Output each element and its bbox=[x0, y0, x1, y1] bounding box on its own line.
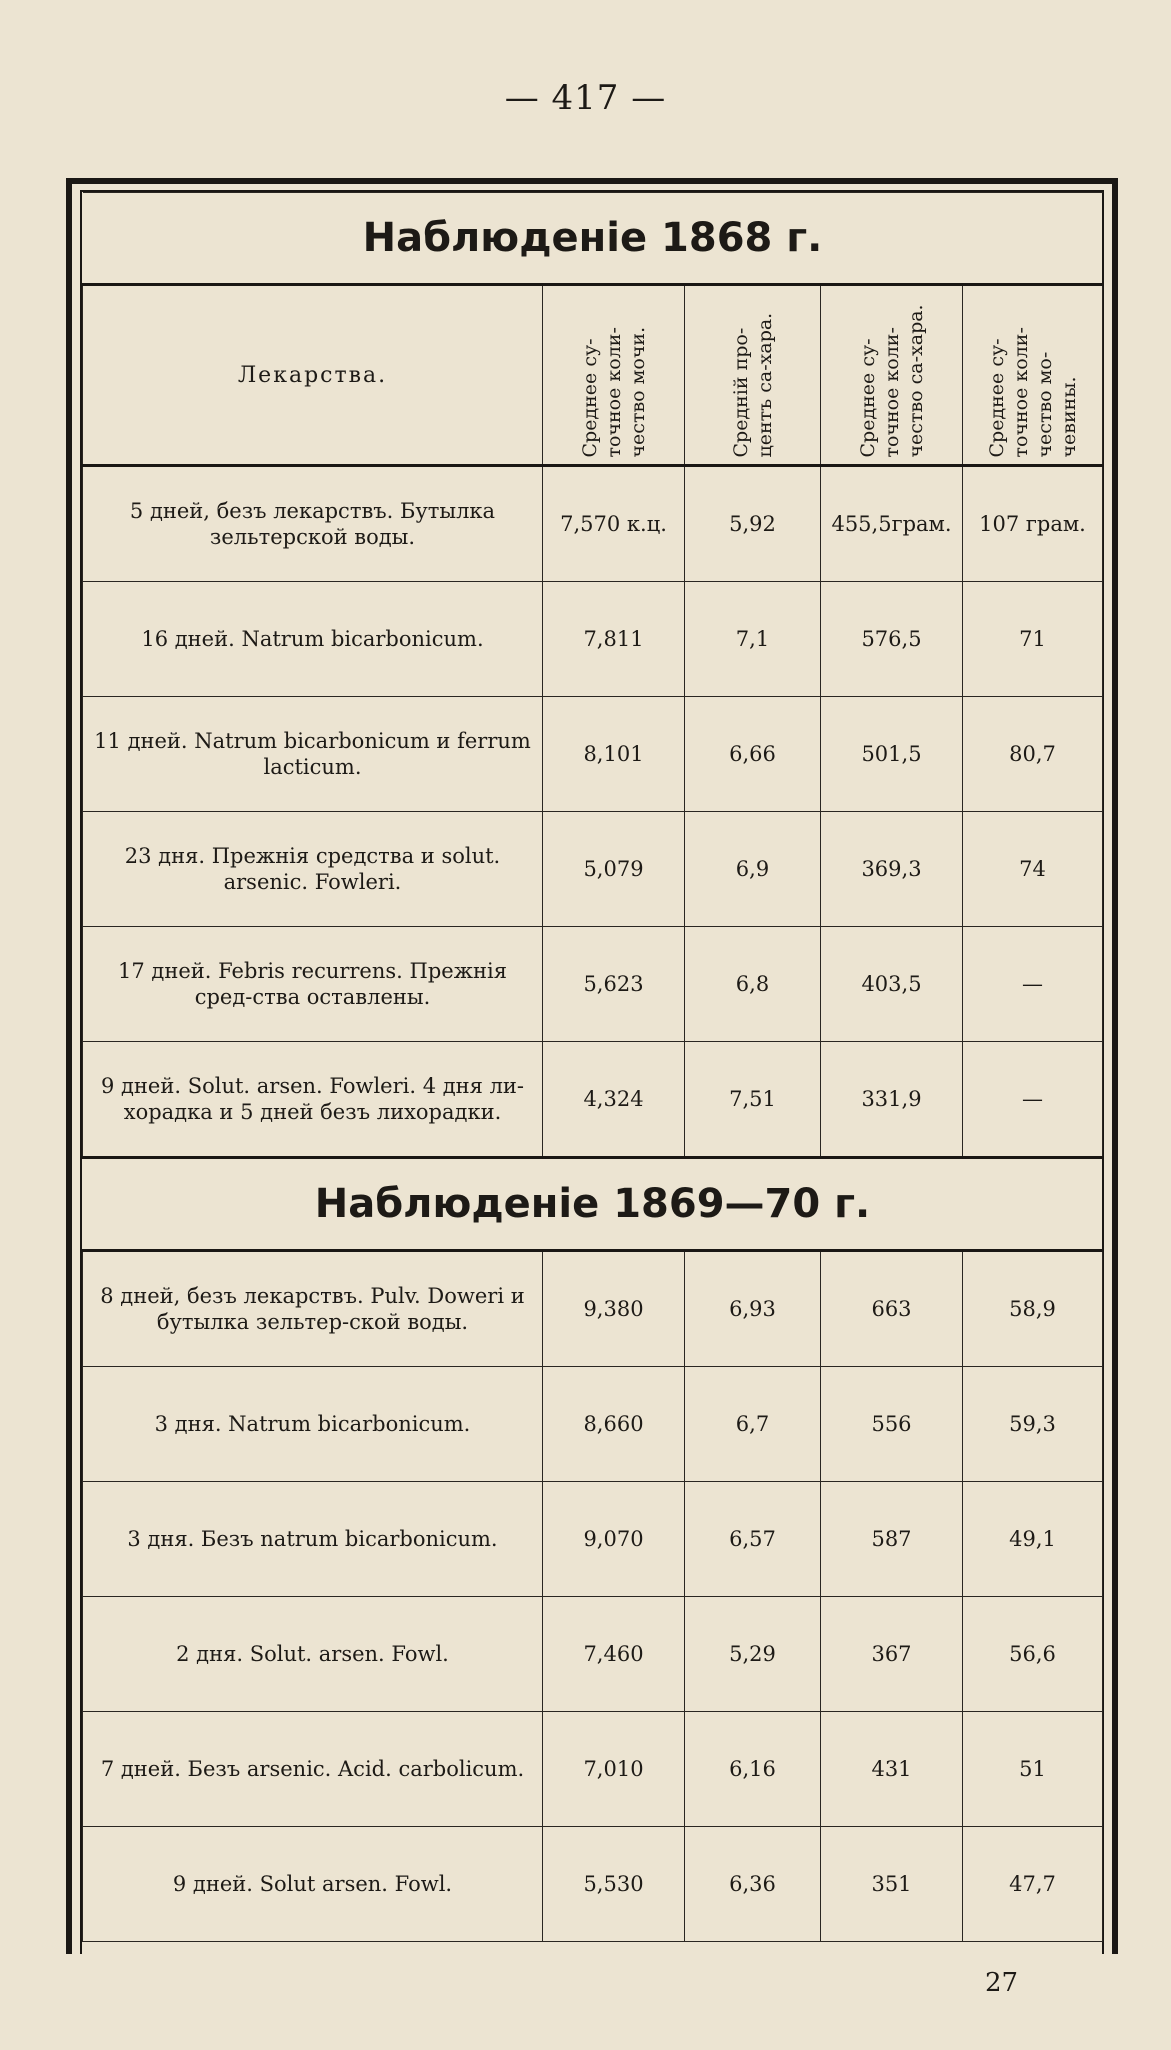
table-row bbox=[83, 1367, 1103, 1482]
urine-cell: 9,070 bbox=[543, 1482, 685, 1597]
urine-cell: 7,460 bbox=[543, 1597, 685, 1712]
header-urine bbox=[543, 285, 685, 466]
header-urine-label: Среднее су-точное коли-чество мочи. bbox=[578, 326, 649, 458]
drug-cell: 7 дней. Безъ arsenic. Acid. carbolicum. bbox=[83, 1712, 543, 1827]
urine-cell: 7,811 bbox=[543, 582, 685, 697]
drug-cell: 3 дня. Natrum bicarbonicum. bbox=[83, 1367, 543, 1482]
urea-cell: 47,7 bbox=[963, 1827, 1103, 1942]
drug-cell: 16 дней. Natrum bicarbonicum. bbox=[83, 582, 543, 697]
sugar-percent-cell: 6,66 bbox=[685, 697, 821, 812]
header-urea-label: Среднее су-точное коли-чество мо-чевины. bbox=[985, 327, 1080, 458]
table-row bbox=[83, 1597, 1103, 1712]
table-inner-frame bbox=[80, 190, 1104, 1954]
sugar-amount-cell: 367 bbox=[821, 1597, 963, 1712]
sugar-amount-cell: 351 bbox=[821, 1827, 963, 1942]
header-row bbox=[83, 285, 1103, 466]
drug-cell: 23 дня. Прежнiя средства и solut. arsenic. Fowleri. bbox=[83, 812, 543, 927]
sugar-percent-cell: 5,92 bbox=[685, 466, 821, 582]
urea-cell: 74 bbox=[963, 812, 1103, 927]
sugar-amount-cell: 431 bbox=[821, 1712, 963, 1827]
drug-cell: 17 дней. Febris recurrens. Прежнiя сред-ства оставлены. bbox=[83, 927, 543, 1042]
section1-title-row bbox=[83, 193, 1103, 285]
urine-cell: 5,079 bbox=[543, 812, 685, 927]
sugar-amount-cell: 501,5 bbox=[821, 697, 963, 812]
sugar-amount-cell: 663 bbox=[821, 1251, 963, 1367]
drug-cell: 11 дней. Natrum bicarbonicum и ferrum lacticum. bbox=[83, 697, 543, 812]
drug-cell: 9 дней. Solut. arsen. Fowleri. 4 дня ли-хорадка и 5 дней безъ лихорадки. bbox=[83, 1042, 543, 1158]
sugar-percent-cell: 6,57 bbox=[685, 1482, 821, 1597]
sugar-percent-cell: 7,51 bbox=[685, 1042, 821, 1158]
urine-cell: 9,380 bbox=[543, 1251, 685, 1367]
observation-table bbox=[82, 192, 1103, 1942]
table-row bbox=[83, 582, 1103, 697]
sugar-amount-cell: 331,9 bbox=[821, 1042, 963, 1158]
table-row bbox=[83, 1251, 1103, 1367]
section2-title-row bbox=[83, 1158, 1103, 1251]
urine-cell: 5,530 bbox=[543, 1827, 685, 1942]
table-frame bbox=[66, 178, 1118, 1954]
sugar-percent-cell: 6,9 bbox=[685, 812, 821, 927]
urea-cell: 107 грам. bbox=[963, 466, 1103, 582]
drug-cell: 2 дня. Solut. arsen. Fowl. bbox=[83, 1597, 543, 1712]
sugar-amount-cell: 455,5грам. bbox=[821, 466, 963, 582]
urine-cell: 7,010 bbox=[543, 1712, 685, 1827]
urine-cell: 5,623 bbox=[543, 927, 685, 1042]
header-sugar-percent bbox=[685, 285, 821, 466]
urea-cell: 56,6 bbox=[963, 1597, 1103, 1712]
table-row bbox=[83, 1042, 1103, 1158]
sugar-amount-cell: 576,5 bbox=[821, 582, 963, 697]
drug-cell: 8 дней, безъ лекарствъ. Pulv. Doweri и бутылка зельтер-ской воды. bbox=[83, 1251, 543, 1367]
urea-cell: — bbox=[963, 1042, 1103, 1158]
urea-cell: 58,9 bbox=[963, 1251, 1103, 1367]
urea-cell: 80,7 bbox=[963, 697, 1103, 812]
drug-cell: 9 дней. Solut arsen. Fowl. bbox=[83, 1827, 543, 1942]
sugar-amount-cell: 369,3 bbox=[821, 812, 963, 927]
urine-cell: 8,101 bbox=[543, 697, 685, 812]
section2-title: Наблюденiе 1869—70 г. bbox=[83, 1158, 1103, 1251]
sugar-percent-cell: 6,36 bbox=[685, 1827, 821, 1942]
urea-cell: 71 bbox=[963, 582, 1103, 697]
drug-cell: 3 дня. Безъ natrum bicarbonicum. bbox=[83, 1482, 543, 1597]
sugar-percent-cell: 7,1 bbox=[685, 582, 821, 697]
table-row bbox=[83, 1827, 1103, 1942]
page-number: — 417 — bbox=[504, 78, 667, 118]
sugar-amount-cell: 556 bbox=[821, 1367, 963, 1482]
urea-cell: — bbox=[963, 927, 1103, 1042]
urea-cell: 49,1 bbox=[963, 1482, 1103, 1597]
section1-title: Наблюденiе 1868 г. bbox=[83, 193, 1103, 285]
footer-number: 27 bbox=[985, 1968, 1019, 1998]
header-drugs: Лекарства. bbox=[83, 285, 543, 466]
urine-cell: 4,324 bbox=[543, 1042, 685, 1158]
table-row bbox=[83, 466, 1103, 582]
urea-cell: 59,3 bbox=[963, 1367, 1103, 1482]
sugar-amount-cell: 403,5 bbox=[821, 927, 963, 1042]
table-row bbox=[83, 812, 1103, 927]
header-sugar-percent-label: Среднiй про-центъ са-хара. bbox=[729, 312, 776, 458]
header-urea bbox=[963, 285, 1103, 466]
sugar-percent-cell: 5,29 bbox=[685, 1597, 821, 1712]
sugar-percent-cell: 6,93 bbox=[685, 1251, 821, 1367]
drug-cell: 5 дней, безъ лекарствъ. Бутылка зельтерской воды. bbox=[83, 466, 543, 582]
urea-cell: 51 bbox=[963, 1712, 1103, 1827]
sugar-amount-cell: 587 bbox=[821, 1482, 963, 1597]
urine-cell: 8,660 bbox=[543, 1367, 685, 1482]
sugar-percent-cell: 6,8 bbox=[685, 927, 821, 1042]
table-row bbox=[83, 1712, 1103, 1827]
sugar-percent-cell: 6,16 bbox=[685, 1712, 821, 1827]
table-row bbox=[83, 927, 1103, 1042]
sugar-percent-cell: 6,7 bbox=[685, 1367, 821, 1482]
header-sugar-amount-label: Среднее су-точное коли-чество са-хара. bbox=[856, 304, 927, 458]
table-row bbox=[83, 697, 1103, 812]
header-sugar-amount bbox=[821, 285, 963, 466]
urine-cell: 7,570 к.ц. bbox=[543, 466, 685, 582]
table-row bbox=[83, 1482, 1103, 1597]
